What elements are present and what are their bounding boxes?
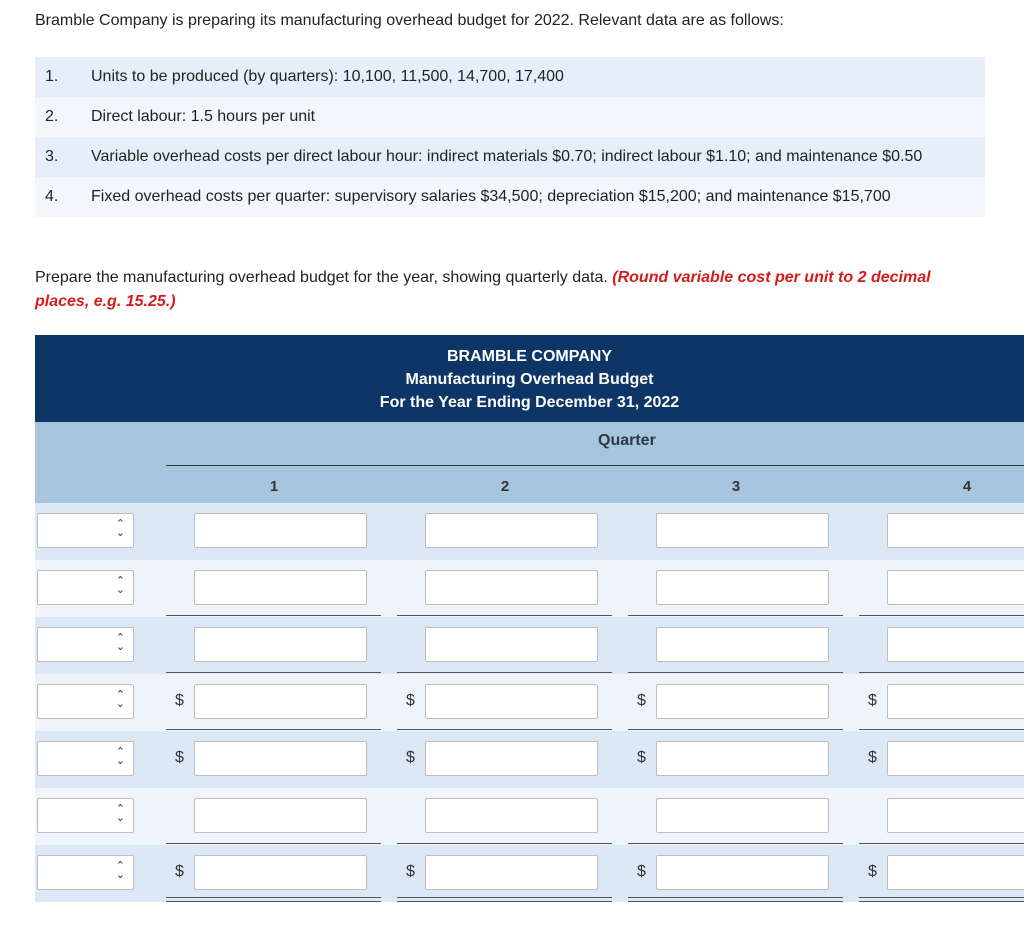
line-item-select[interactable] [37, 570, 134, 605]
line-item-select[interactable] [37, 627, 134, 662]
subtotal-line [859, 729, 1024, 730]
currency-symbol: $ [406, 692, 415, 709]
currency-symbol: $ [868, 863, 877, 880]
subtotal-line [628, 672, 843, 673]
currency-symbol: $ [868, 749, 877, 766]
quarter-1-input[interactable] [194, 684, 367, 719]
instructions [35, 266, 985, 314]
quarter-3-input[interactable] [656, 684, 829, 719]
line-item-select[interactable] [37, 855, 134, 890]
subtotal-line [166, 843, 381, 844]
currency-symbol: $ [868, 692, 877, 709]
subtotal-line [397, 843, 612, 844]
budget-row [35, 617, 1024, 674]
select-arrows-icon: ⌃ ⌄ [115, 689, 125, 710]
subtotal-line [166, 729, 381, 730]
budget-row [35, 845, 1024, 902]
select-arrows-icon: ⌃ ⌄ [115, 575, 125, 596]
total-double-line [166, 897, 381, 902]
quarter-3-input[interactable] [656, 627, 829, 662]
select-arrows-icon: ⌃ ⌄ [115, 518, 125, 539]
subtotal-line [628, 843, 843, 844]
select-arrows-icon: ⌃ ⌄ [115, 860, 125, 881]
quarter-1-header: 1 [269, 478, 279, 495]
quarter-4-input[interactable] [887, 570, 1024, 605]
subtotal-line [397, 672, 612, 673]
quarter-3-header: 3 [731, 478, 741, 495]
subtotal-line [859, 615, 1024, 616]
instruction-text: Prepare the manufacturing overhead budget for the year, showing quarterly data. [35, 269, 608, 286]
quarter-4-input[interactable] [887, 741, 1024, 776]
data-item-number: 2. [45, 108, 59, 125]
data-item-text: Variable overhead costs per direct labour hour: indirect materials $0.70; indirect labour $1.10; and maintenance $0.50 [91, 148, 923, 165]
quarter-4-input[interactable] [887, 684, 1024, 719]
currency-symbol: $ [637, 863, 646, 880]
quarter-1-input[interactable] [194, 570, 367, 605]
quarter-2-input[interactable] [425, 684, 598, 719]
quarter-4-header: 4 [962, 478, 972, 495]
currency-symbol: $ [406, 749, 415, 766]
table-header [35, 335, 1024, 422]
quarter-2-input[interactable] [425, 570, 598, 605]
line-item-select[interactable] [37, 513, 134, 548]
quarter-2-input[interactable] [425, 513, 598, 548]
quarter-4-input[interactable] [887, 513, 1024, 548]
select-arrows-icon: ⌃ ⌄ [115, 632, 125, 653]
data-item [35, 177, 985, 217]
budget-row [35, 674, 1024, 731]
data-item-number: 3. [45, 148, 59, 165]
quarter-1-input[interactable] [194, 855, 367, 890]
quarter-divider [166, 465, 1024, 466]
quarter-4-input[interactable] [887, 627, 1024, 662]
select-arrows-icon: ⌃ ⌄ [115, 746, 125, 767]
budget-title: Manufacturing Overhead Budget [405, 371, 654, 388]
data-item-number: 1. [45, 68, 59, 85]
quarter-2-input[interactable] [425, 741, 598, 776]
subtotal-line [628, 615, 843, 616]
subtotal-line [859, 843, 1024, 844]
total-double-line [397, 897, 612, 902]
quarter-label: Quarter [598, 432, 656, 449]
budget-rows [35, 503, 1024, 902]
subtotal-line [166, 672, 381, 673]
quarter-4-input[interactable] [887, 798, 1024, 833]
currency-symbol: $ [175, 749, 184, 766]
data-list [35, 57, 985, 217]
quarter-1-input[interactable] [194, 627, 367, 662]
quarter-3-input[interactable] [656, 855, 829, 890]
rounding-note: (Round variable cost per unit to 2 decimal places, e.g. 15.25.) [35, 269, 931, 310]
quarter-1-input[interactable] [194, 741, 367, 776]
quarter-2-header: 2 [500, 478, 510, 495]
quarter-3-input[interactable] [656, 513, 829, 548]
select-arrows-icon: ⌃ ⌄ [115, 803, 125, 824]
data-item-number: 4. [45, 188, 59, 205]
total-double-line [859, 897, 1024, 902]
quarter-1-input[interactable] [194, 513, 367, 548]
subtotal-line [397, 615, 612, 616]
quarter-2-input[interactable] [425, 855, 598, 890]
budget-row [35, 560, 1024, 617]
currency-symbol: $ [406, 863, 415, 880]
overhead-budget-table [35, 335, 1024, 902]
problem-intro: Bramble Company is preparing its manufacturing overhead budget for 2022. Relevant data are as follows: [35, 12, 784, 29]
data-item-text: Fixed overhead costs per quarter: supervisory salaries $34,500; depreciation $15,200; and maintenance $15,700 [91, 188, 891, 205]
quarter-3-input[interactable] [656, 798, 829, 833]
quarter-1-input[interactable] [194, 798, 367, 833]
currency-symbol: $ [637, 749, 646, 766]
subtotal-line [397, 729, 612, 730]
quarter-4-input[interactable] [887, 855, 1024, 890]
subtotal-line [166, 615, 381, 616]
line-item-select[interactable] [37, 798, 134, 833]
quarter-header [35, 422, 1024, 503]
data-item [35, 137, 985, 177]
subtotal-line [859, 672, 1024, 673]
quarter-2-input[interactable] [425, 798, 598, 833]
quarter-2-input[interactable] [425, 627, 598, 662]
data-item [35, 57, 985, 97]
company-name: BRAMBLE COMPANY [446, 348, 613, 365]
total-double-line [628, 897, 843, 902]
data-item-text: Units to be produced (by quarters): 10,100, 11,500, 14,700, 17,400 [91, 68, 564, 85]
subtotal-line [628, 729, 843, 730]
quarter-3-input[interactable] [656, 741, 829, 776]
currency-symbol: $ [175, 863, 184, 880]
budget-period: For the Year Ending December 31, 2022 [379, 394, 680, 411]
currency-symbol: $ [637, 692, 646, 709]
budget-row [35, 788, 1024, 845]
data-item [35, 97, 985, 137]
line-item-select[interactable] [37, 684, 134, 719]
line-item-select[interactable] [37, 741, 134, 776]
currency-symbol: $ [175, 692, 184, 709]
quarter-3-input[interactable] [656, 570, 829, 605]
data-item-text: Direct labour: 1.5 hours per unit [91, 108, 316, 125]
budget-row [35, 731, 1024, 788]
budget-row [35, 503, 1024, 560]
